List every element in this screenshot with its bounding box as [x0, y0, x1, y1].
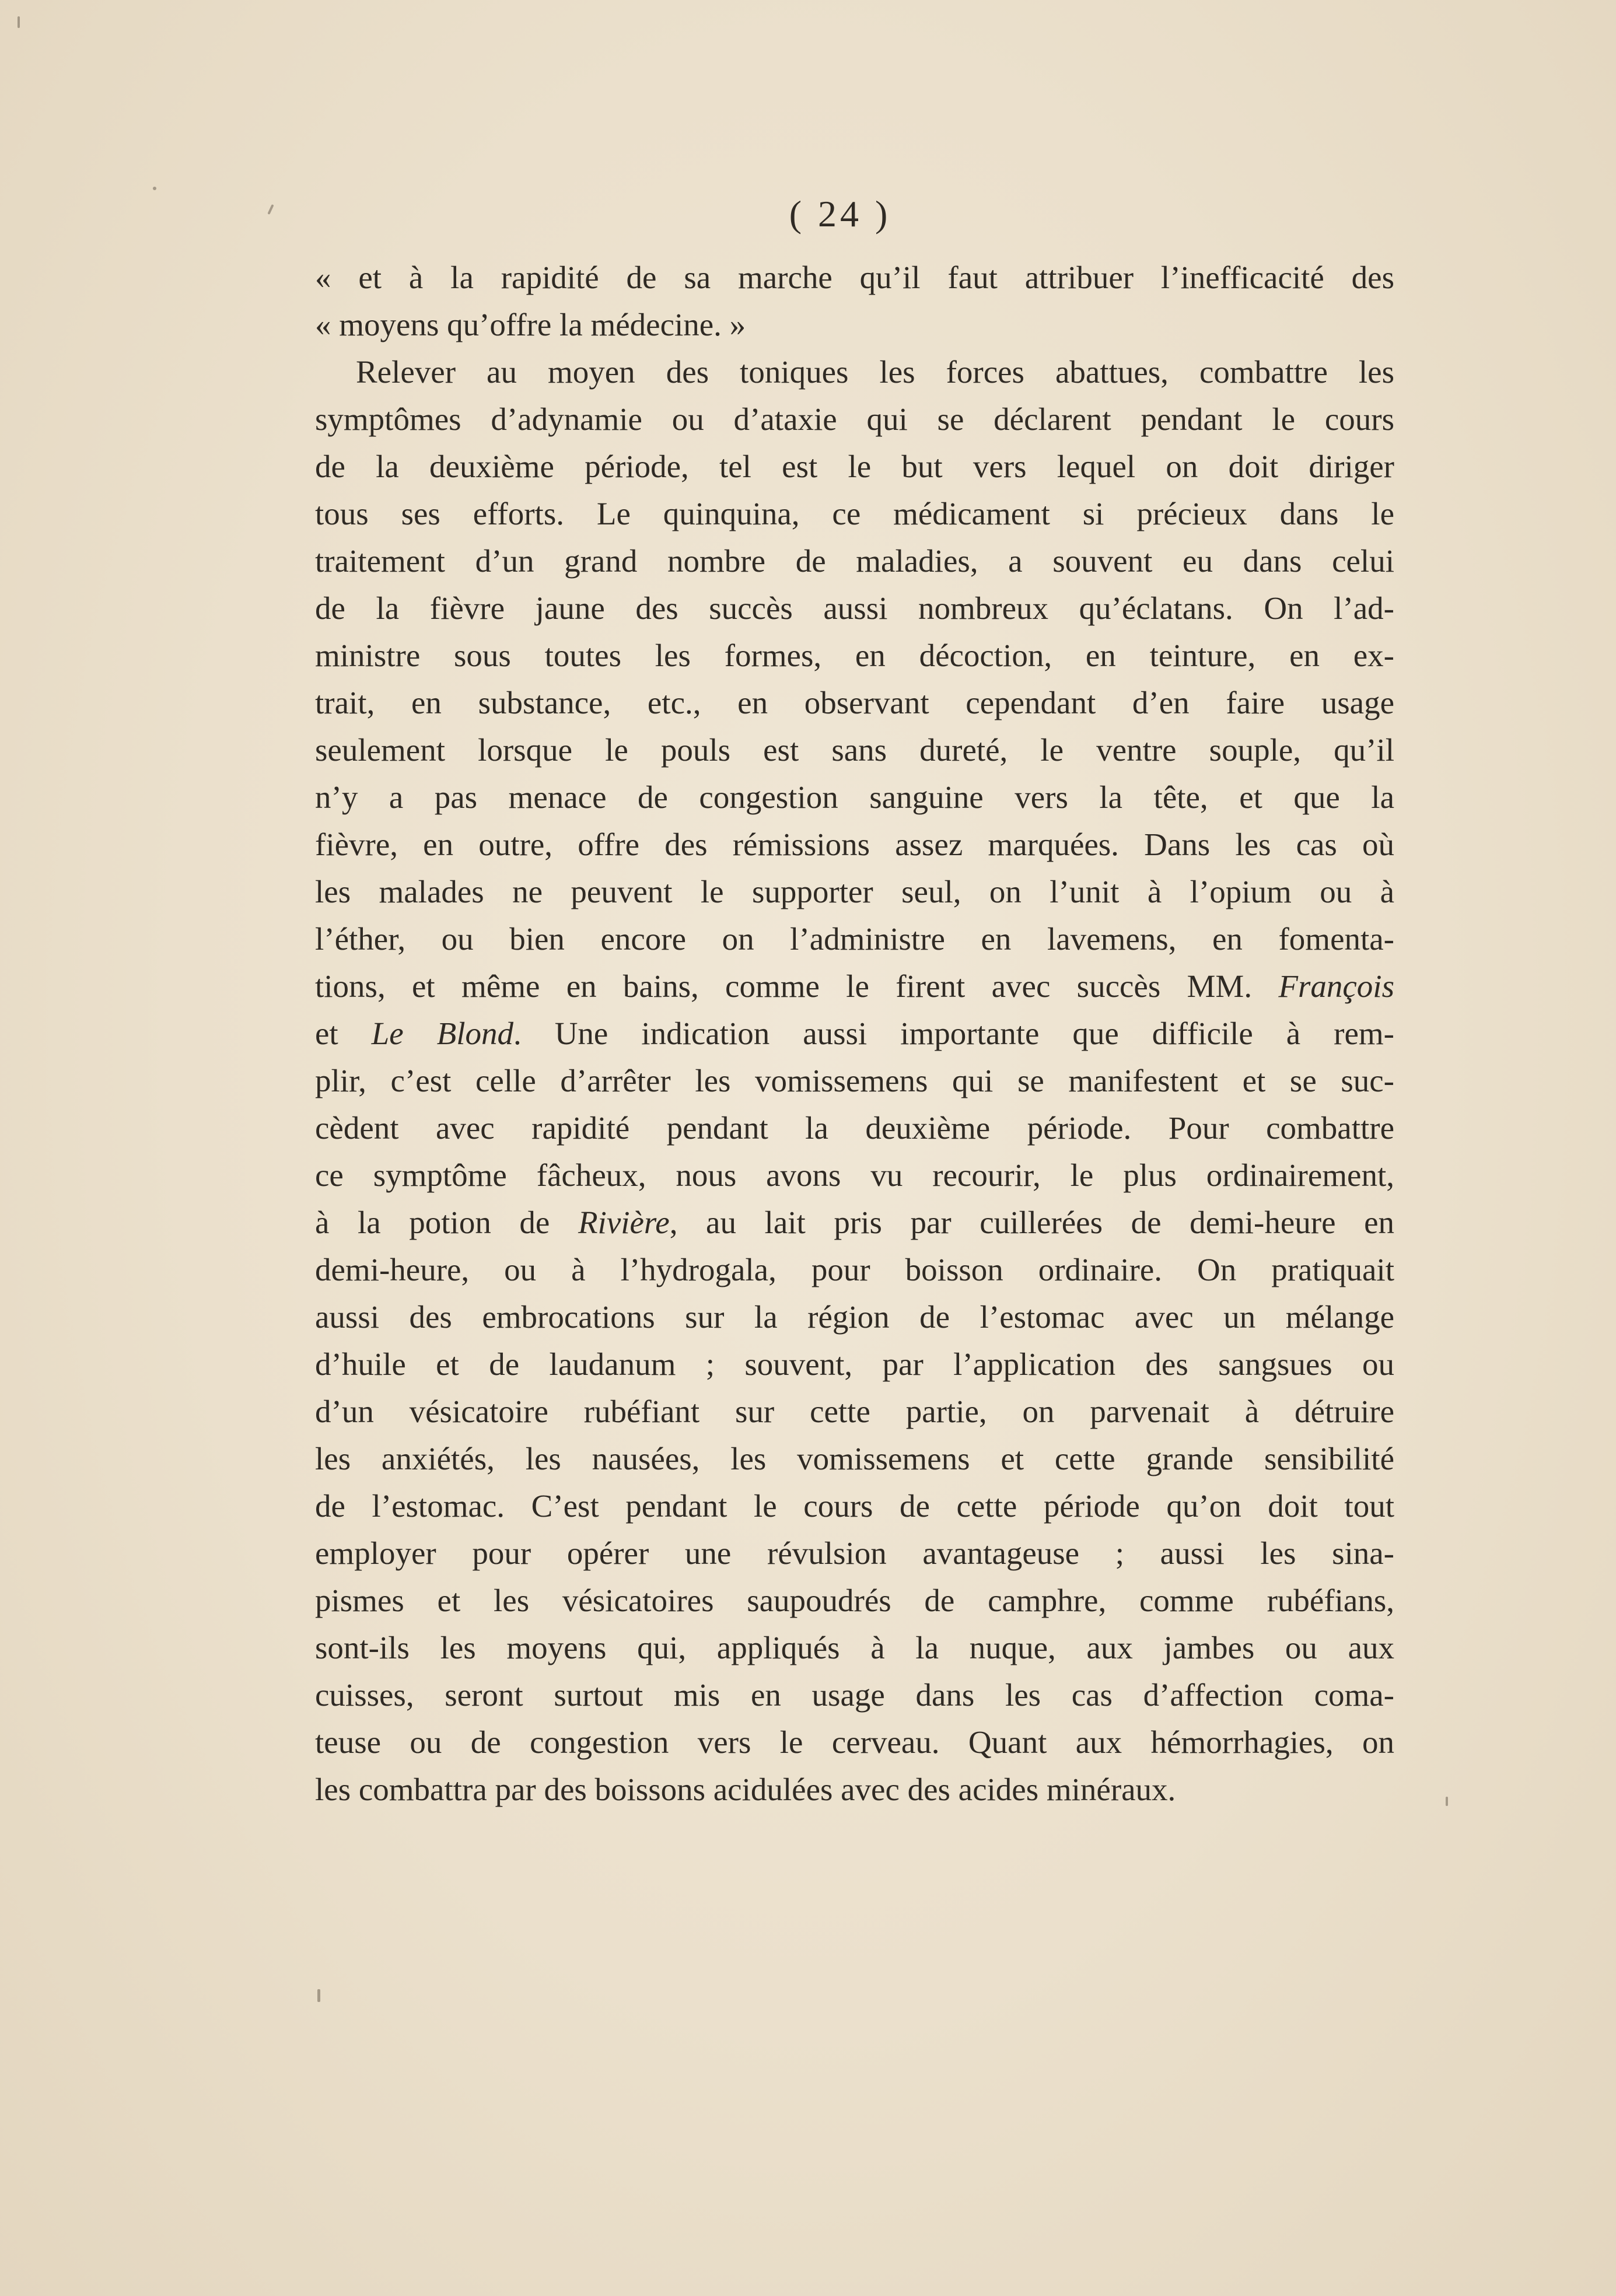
text-line: tous ses efforts. Le quinquina, ce médicament si précieux dans le — [315, 496, 1394, 531]
page-number: ( 24 ) — [789, 193, 891, 235]
paper-speck — [1446, 1797, 1448, 1806]
body-text — [315, 254, 1394, 1813]
text-line: seulement lorsque le pouls est sans dureté, le ventre souple, qu’il — [315, 732, 1394, 768]
text-line: teuse ou de congestion vers le cerveau. Quant aux hémorrhagies, on — [315, 1724, 1394, 1760]
paper-speck — [317, 1989, 320, 2002]
text-line: cuisses, seront surtout mis en usage dans les cas d’affection coma- — [315, 1677, 1394, 1713]
paper-speck — [153, 187, 156, 190]
text-line: ministre sous toutes les formes, en décoction, en teinture, en ex- — [315, 638, 1394, 673]
italic-name: François — [1278, 968, 1394, 1004]
paragraph-first-line: Relever au moyen des toniques les forces abattues, combattre les — [356, 354, 1394, 390]
text-line: d’un vésicatoire rubéfiant sur cette partie, on parvenait à détruire — [315, 1394, 1394, 1429]
text-line: traitement d’un grand nombre de maladies, a souvent eu dans celui — [315, 543, 1394, 579]
text-line: de la fièvre jaune des succès aussi nombreux qu’éclatans. On l’ad- — [315, 590, 1394, 626]
text-line: et Le Blond. Une indication aussi importante que difficile à rem- — [315, 1016, 1394, 1051]
text-line: d’huile et de laudanum ; souvent, par l’application des sangsues ou — [315, 1346, 1394, 1382]
text-line: aussi des embrocations sur la région de l’estomac avec un mélange — [315, 1299, 1394, 1335]
text-line: sont-ils les moyens qui, appliqués à la nuque, aux jambes ou aux — [315, 1630, 1394, 1665]
text-line: les malades ne peuvent le supporter seul, on l’unit à l’opium ou à — [315, 874, 1394, 909]
italic-name: Le Blond — [371, 1016, 513, 1051]
text-line: trait, en substance, etc., en observant cependant d’en faire usage — [315, 685, 1394, 720]
text-line: les anxiétés, les nausées, les vomissemens et cette grande sensibilité — [315, 1441, 1394, 1476]
text-line: ce symptôme fâcheux, nous avons vu recourir, le plus ordinairement, — [315, 1157, 1394, 1193]
paper-speck — [18, 16, 20, 28]
text-line: cèdent avec rapidité pendant la deuxième période. Pour combattre — [315, 1110, 1394, 1146]
text-line: symptômes d’adynamie ou d’ataxie qui se déclarent pendant le cours — [315, 401, 1394, 437]
text-line: employer pour opérer une révulsion avantageuse ; aussi les sina- — [315, 1535, 1394, 1571]
text-line: de l’estomac. C’est pendant le cours de cette période qu’on doit tout — [315, 1488, 1394, 1524]
text-line: tions, et même en bains, comme le firent avec succès MM. François — [315, 968, 1394, 1004]
italic-name: Rivière — [578, 1205, 670, 1240]
paper-speck — [267, 204, 274, 215]
text-line: fièvre, en outre, offre des rémissions assez marquées. Dans les cas où — [315, 827, 1394, 862]
text-line: « et à la rapidité de sa marche qu’il faut attribuer l’inefficacité des — [315, 260, 1394, 295]
text-line: pismes et les vésicatoires saupoudrés de camphre, comme rubéfians, — [315, 1583, 1394, 1618]
text-line: à la potion de Rivière, au lait pris par cuillerées de demi-heure en — [315, 1205, 1394, 1240]
text-line: de la deuxième période, tel est le but vers lequel on doit diriger — [315, 449, 1394, 484]
text-line: plir, c’est celle d’arrêter les vomissemens qui se manifestent et se suc- — [315, 1063, 1394, 1098]
text-line: « moyens qu’offre la médecine. » — [315, 307, 746, 342]
text-line: demi-heure, ou à l’hydrogala, pour boisson ordinaire. On pratiquait — [315, 1252, 1394, 1287]
paragraph-last-line: les combattra par des boissons acidulées avec des acides minéraux. — [315, 1772, 1176, 1807]
text-line: l’éther, ou bien encore on l’administre en lavemens, en fomenta- — [315, 921, 1394, 957]
text-line: n’y a pas menace de congestion sanguine vers la tête, et que la — [315, 779, 1394, 815]
